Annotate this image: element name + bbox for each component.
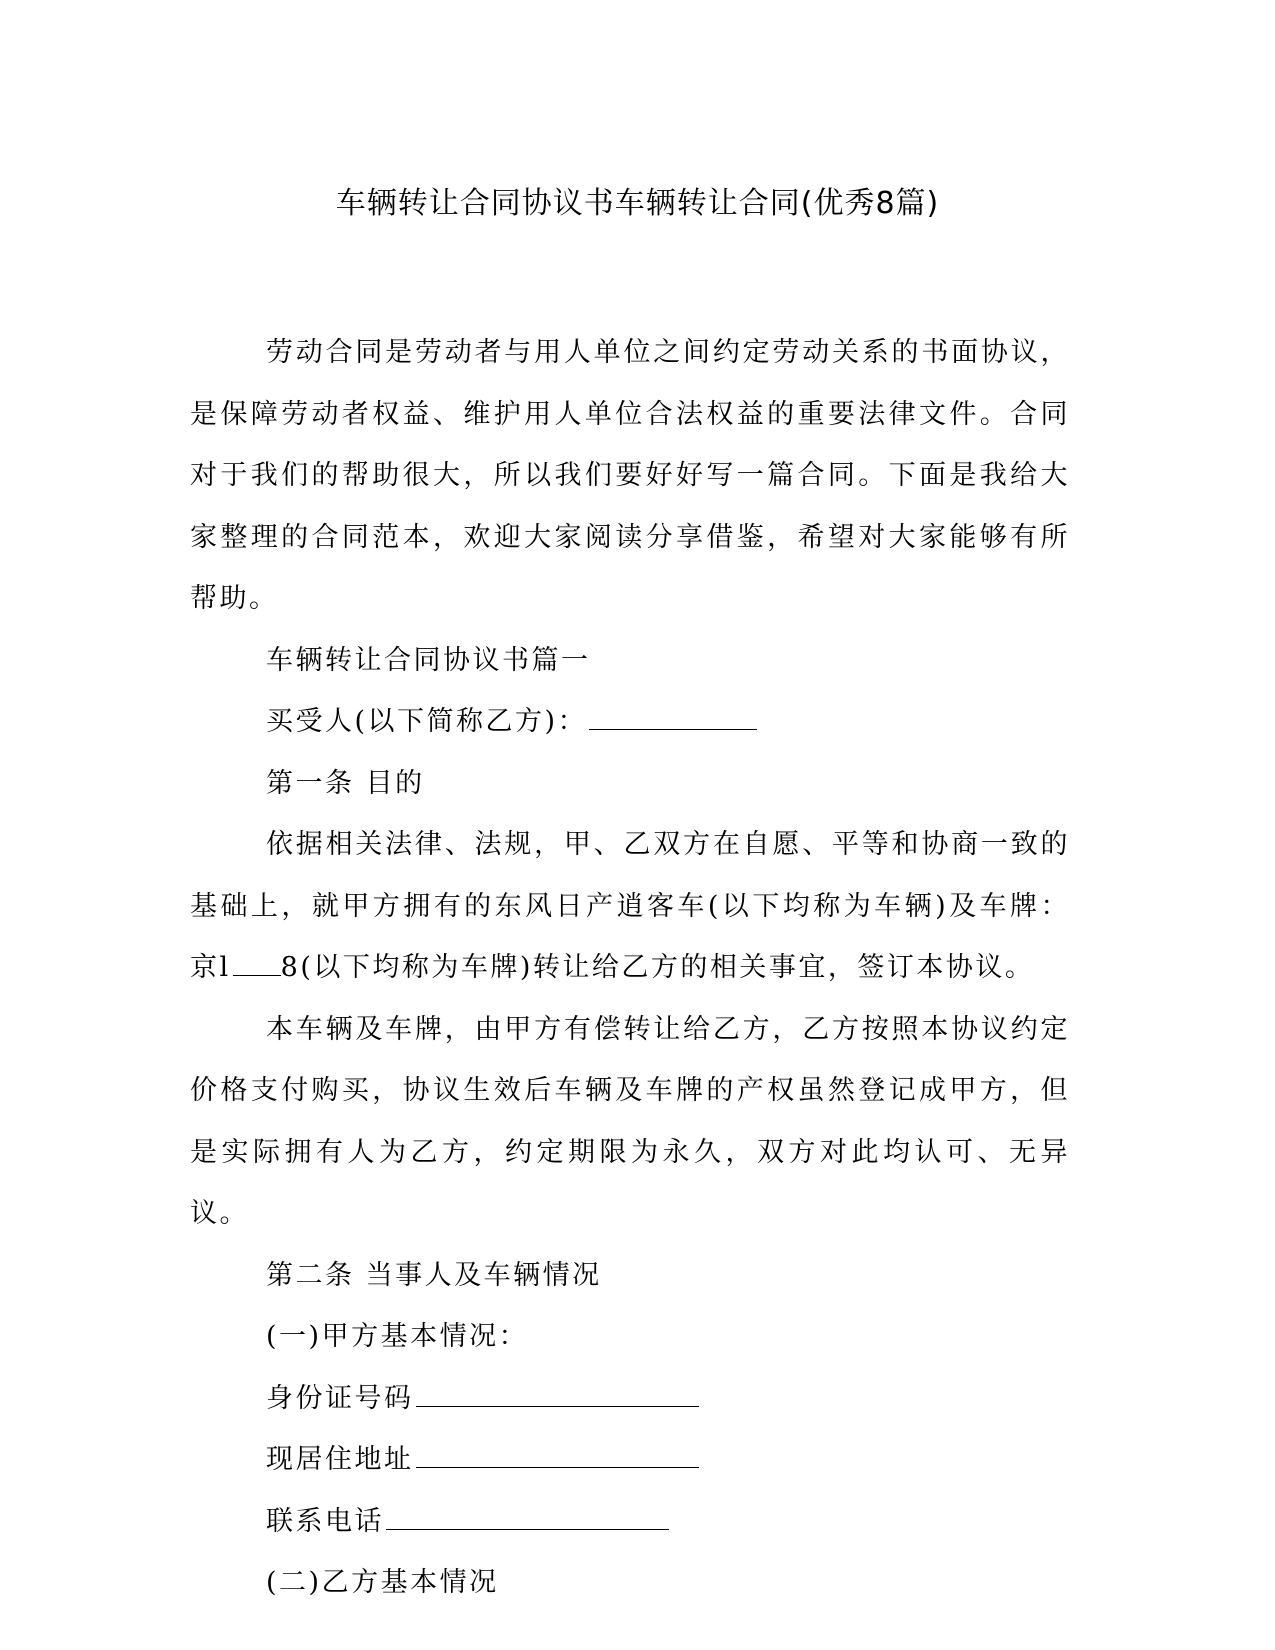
id-number-line [190,1368,1070,1430]
phone-blank [386,1528,669,1530]
phone-line [190,1491,1070,1553]
plate-blank [233,974,281,976]
article2-heading: 第二条 当事人及车辆情况 [266,1259,602,1291]
section-heading: 车辆转让合同协议书篇一 [266,644,591,676]
buyer-line [190,691,1070,753]
buyer-label: 买受人(以下简称乙方)： [266,706,588,737]
document-body [190,322,1070,1614]
id-number-label: 身份证号码 [266,1382,414,1414]
plate-prefix: l [219,952,231,983]
article1-paragraph-1 [190,814,1070,999]
party-a-heading: (一)甲方基本情况： [266,1321,529,1352]
phone-label: 联系电话 [266,1505,384,1537]
address-blank [416,1466,699,1468]
address-line [190,1429,1070,1491]
buyer-blank [589,728,757,730]
article1-heading: 第一条 目的 [266,767,425,799]
document-title: 车辆转让合同协议书车辆转让合同(优秀8篇) [335,186,940,221]
intro-paragraph: 劳动合同是劳动者与用人单位之间约定劳动关系的书面协议，是保障劳动者权益、维护用人单位合法权益的重要法律文件。合同对于我们的帮助很大，所以我们要好好写一篇合同。下面是我给大家整理的合同范本，欢迎大家阅读分享借鉴，希望对大家能够有所帮助。 [190,337,1070,614]
id-number-blank [416,1405,699,1407]
article1-p1-text: 依据相关法律、法规，甲、乙双方在自愿、平等和协商一致的基础上，就甲方拥有的东风日产逍客车(以下均称为车辆)及车牌：京 [190,829,1070,983]
plate-suffix: 8(以下均称为车牌)转让给乙方的相关事宜，签订本协议。 [280,952,1035,983]
party-b-heading: (二)乙方基本情况 [266,1567,499,1598]
article1-paragraph-2: 本车辆及车牌，由甲方有偿转让给乙方，乙方按照本协议约定价格支付购买，协议生效后车辆及车牌的产权虽然登记成甲方，但是实际拥有人为乙方，约定期限为永久，双方对此均认可、无异议。 [190,1013,1070,1229]
address-label: 现居住地址 [266,1444,414,1475]
